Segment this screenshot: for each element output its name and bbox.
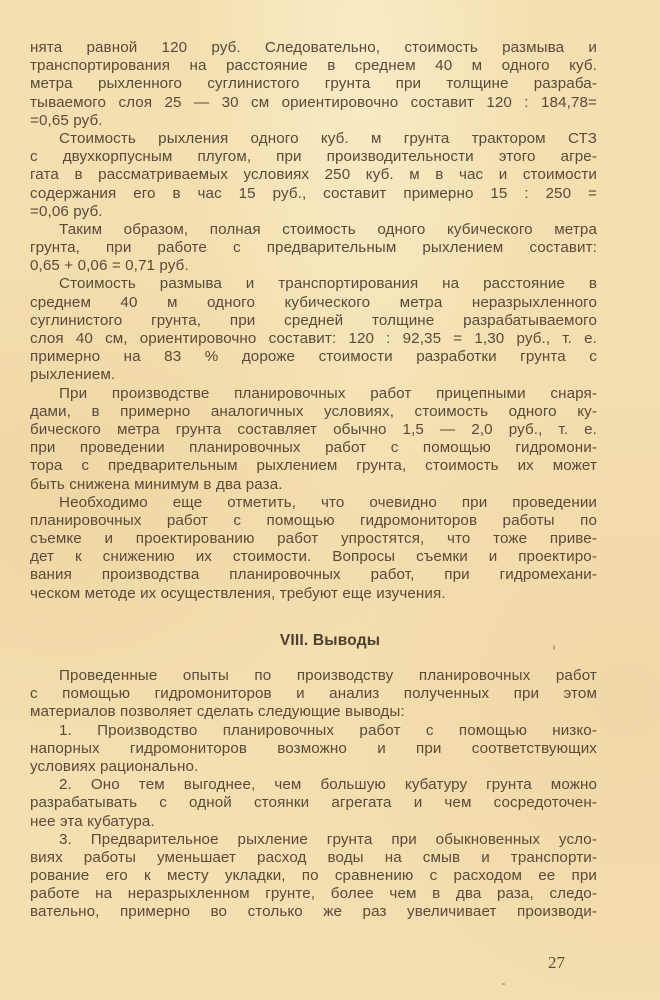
paragraph: [30, 221, 597, 276]
paragraph: [30, 275, 597, 384]
paper-speck: [553, 645, 555, 650]
paragraph: [30, 494, 597, 603]
section-heading: VIII. Выводы: [279, 632, 381, 649]
text-line: При производстве планировочных работ прицепными снаря-: [59, 384, 597, 402]
text-line: вания производства планировочных работ, при гидромехани-: [30, 566, 597, 584]
text-line: условиях рационально.: [30, 757, 199, 775]
text-line: материалов позволяет сделать следующие выводы:: [30, 703, 405, 721]
page-body-lower: [30, 667, 597, 922]
text-line: напорных гидромониторов возможно и при соответствующих: [30, 739, 597, 757]
text-line: при проведении планировочных работ с помощью гидромони-: [30, 439, 597, 457]
text-line: 0,65 + 0,06 = 0,71 руб.: [30, 257, 189, 275]
text-line: дет к снижению их стоимости. Вопросы съемки и проектиро-: [30, 548, 597, 566]
text-line: рыхлением.: [30, 366, 116, 384]
text-line: дами, в примерно аналогичных условиях, стоимость одного ку-: [30, 402, 597, 420]
text-line: суглинистого грунта, при средней толщине разрабатываемого: [30, 311, 597, 329]
conclusion-item-1: [30, 722, 597, 777]
page-body-upper: [30, 39, 597, 603]
text-line: 2. Оно тем выгоднее, чем большую кубатуру грунта можно: [59, 776, 597, 794]
text-line: рование его к месту укладки, по сравнению с расходом ее при: [30, 867, 597, 885]
text-line: бического метра грунта составляет обычно 1,5 — 2,0 руб., т. е.: [30, 420, 597, 438]
text-line: 3. Предварительное рыхление грунта при обыкновенных усло-: [59, 830, 597, 848]
paragraph: [30, 130, 597, 221]
text-line: транспортирования на расстояние в среднем 40 м одного куб.: [30, 57, 597, 75]
paragraph: [30, 39, 597, 130]
text-line: тора с предварительным рыхлением грунта, стоимость их может: [30, 457, 597, 475]
text-line: грунта, при работе с предварительным рыхлением составит:: [30, 239, 597, 257]
text-line: вательно, примерно во столько же раз увеличивает производи-: [30, 903, 597, 921]
text-line: тываемого слоя 25 — 30 см ориентировочно составит 120 : 184,78=: [30, 93, 597, 111]
text-line: с двухкорпусным плугом, при производительности этого агре-: [30, 148, 597, 166]
text-line: метра рыхленного суглинистого грунта при толщине разраба-: [30, 75, 597, 93]
text-line: разрабатывать с одной стоянки агрегата и чем сосредоточен-: [30, 794, 597, 812]
text-line: Проведенные опыты по производству планировочных работ: [59, 667, 597, 684]
conclusion-item-2: [30, 776, 597, 831]
text-line: съемке и проектированию работ упростятся, что тоже приве-: [30, 530, 597, 548]
text-line: с помощью гидромониторов и анализ полученных при этом: [30, 685, 597, 703]
text-line: быть снижена минимум в два раза.: [30, 475, 283, 493]
paragraph: [30, 385, 597, 494]
text-line: содержания его в час 15 руб., составит примерно 15 : 250 =: [30, 184, 597, 202]
text-line: среднем 40 м одного кубического метра неразрыхленного: [30, 293, 597, 311]
text-line: Стоимость рыхления одного куб. м грунта трактором СТЗ: [59, 129, 597, 147]
text-line: виях работы уменьшает расход воды на смыв и транспорти-: [30, 848, 597, 866]
text-line: Стоимость размыва и транспортирования на расстояние в: [59, 275, 597, 293]
text-line: нее эта кубатура.: [30, 812, 155, 830]
text-line: Необходимо еще отметить, что очевидно при проведении: [59, 493, 597, 511]
text-line: примерно на 83 % дороже стоимости разработки грунта с: [30, 348, 597, 366]
text-line: 1. Производство планировочных работ с помощью низко-: [59, 721, 597, 739]
text-line: ческом методе их осуществления, требуют еще изучения.: [30, 584, 446, 602]
text-line: планировочных работ с помощью гидромониторов работы по: [30, 511, 597, 529]
text-line: =0,06 руб.: [30, 202, 103, 220]
text-line: гата в рассматриваемых условиях 250 куб. м в час и стоимости: [30, 166, 597, 184]
text-line: работе на неразрыхленном грунте, более чем в два раза, следо-: [30, 885, 597, 903]
text-line: Таким образом, полная стоимость одного кубического метра: [59, 220, 597, 238]
text-line: слоя 40 см, ориентировочно составит: 120 : 92,35 = 1,30 руб., т. е.: [30, 330, 597, 347]
paragraph: [30, 667, 597, 722]
page-number: 27: [548, 953, 565, 972]
text-line: нята равной 120 руб. Следовательно, стоимость размыва и: [30, 39, 597, 56]
paper-speck: [502, 983, 505, 985]
conclusion-item-3: [30, 831, 597, 922]
text-line: =0,65 руб.: [30, 111, 103, 129]
